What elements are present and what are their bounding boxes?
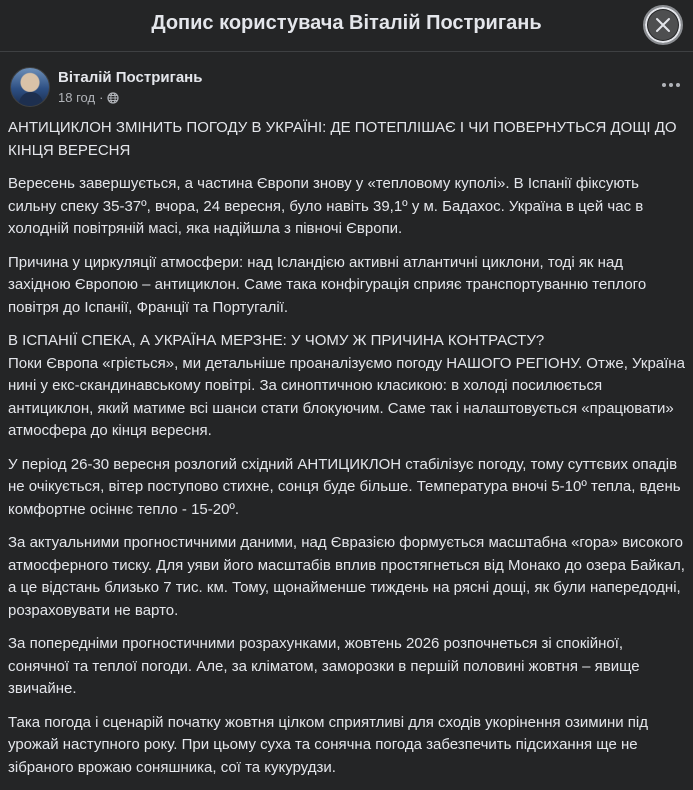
post-paragraph: За попередніми прогностичними розрахунками, жовтень 2026 розпочнеться зі спокійної, сонячної та теплої погоди. Але, за кліматом, заморозки в першій половині жовтня – явище звичайне.	[8, 635, 640, 697]
post-text	[8, 117, 688, 790]
post-time[interactable]: 18 год	[58, 90, 96, 105]
globe-icon[interactable]	[107, 92, 119, 104]
post-meta	[58, 90, 119, 105]
post-paragraph: В ІСПАНІЇ СПЕКА, А УКРАЇНА МЕРЗНЕ: У ЧОМУ Ж ПРИЧИНА КОНТРАСТУ? Поки Європа «гріється», ми детальніше проаналізуємо погоду НАШОГО РЕГІОНУ. Отже, Україна нині у екс-скандинавському повітрі. За синоптичною класикою: в холоді посилюється антициклон, який матиме всі шанси стати блокуючим. Саме так і налаштовується «працювати» атмосфера до кінця вересня.	[8, 332, 685, 439]
post-paragraph: Вересень завершується, а частина Європи знову у «тепловому куполі». В Іспанії фіксують сильну спеку 35-37º, вчора, 24 вересня, було навіть 39,1º у м. Бадахос. Україна в цей час в холодній повітряній масі, яка надійшла з півночі Європи.	[8, 175, 644, 237]
post-paragraph: Причина у циркуляції атмосфери: над Ісландією активні атлантичні циклони, тоді як над західною Європою – антициклон. Саме така конфігурація сприяє транспортуванню теплого повітря до Іспанії, Франції та Португалії.	[8, 253, 647, 316]
post-paragraph: Така погода і сценарій початку жовтня цілком сприятливі для сходів укорінення озимини під урожай наступного року. При цьому суха та сонячна погода забезпечить підсихання ще не зібраного врожаю соняшника, сої та кукурудзи.	[8, 713, 649, 776]
dialog-title: Допис користувача Віталій Постригань	[151, 12, 542, 34]
more-options-button[interactable]	[659, 75, 683, 95]
avatar[interactable]	[10, 67, 50, 107]
more-horizontal-icon	[662, 83, 666, 87]
meta-separator: ·	[99, 90, 104, 105]
dialog-header	[0, 0, 693, 52]
close-icon	[654, 16, 672, 34]
post-paragraph: У період 26-30 вересня розлогий східний АНТИЦИКЛОН стабілізує погоду, тому суттєвих опадів не очікується, вітер поступово стихне, сонця буде більше. Температура вночі 5-10º тепла, вдень комфортне осіннє тепло - 15-20º.	[8, 455, 681, 518]
author-name[interactable]: Віталій Постригань	[58, 69, 203, 86]
close-button[interactable]	[643, 5, 683, 45]
post-paragraph: За актуальними прогностичними даними, над Євразією формується масштабна «гора» високого атмосферного тиску. Для уяви його масштабів вплив простягнеться від Монако до озера Байкал, а це відстань близько 7 тис. км. Тому, щонайменше тиждень на рясні дощі, як були напередодні, розраховувати не варто.	[8, 534, 685, 619]
post-header	[10, 67, 683, 111]
post-paragraph: АНТИЦИКЛОН ЗМІНИТЬ ПОГОДУ В УКРАЇНІ: ДЕ ПОТЕПЛІШАЄ І ЧИ ПОВЕРНУТЬСЯ ДОЩІ ДО КІНЦЯ ВЕРЕСНЯ	[8, 119, 677, 159]
